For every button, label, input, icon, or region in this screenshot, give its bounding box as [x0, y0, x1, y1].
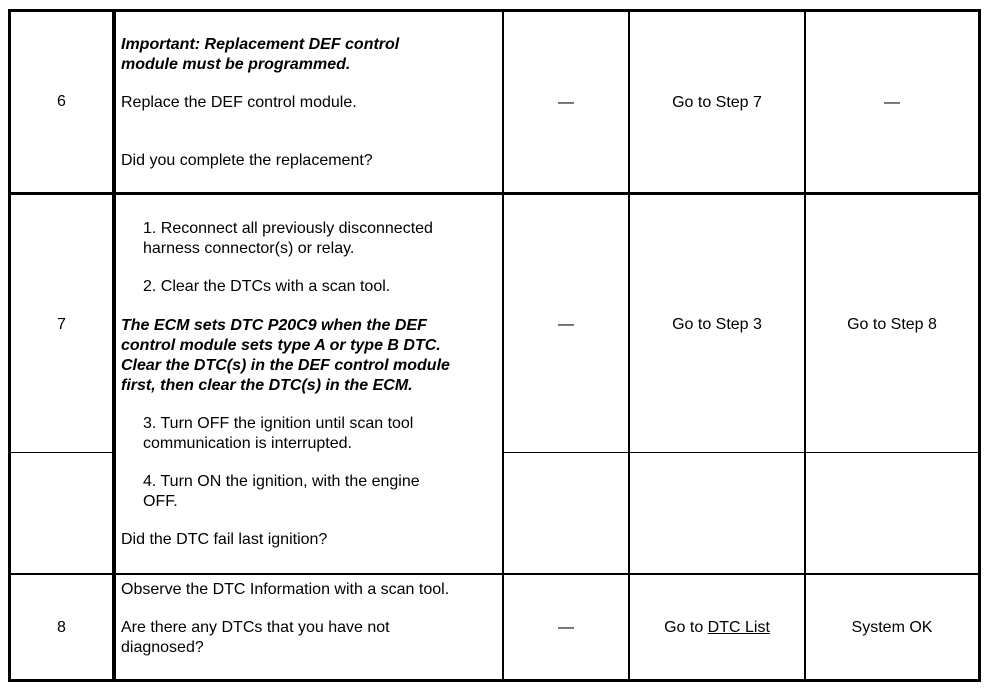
ecm-note: The ECM sets DTC P20C9 when the DEF: [121, 317, 427, 334]
yes-cell: [630, 618, 804, 638]
table-border-top: [8, 9, 981, 12]
values-cell: —: [558, 316, 574, 333]
values-cell: —: [558, 94, 574, 111]
action-text: Replace the DEF control module.: [121, 94, 357, 111]
question-text: Are there any DTCs that you have not: [121, 619, 390, 636]
question-text: Did you complete the replacement?: [121, 152, 373, 169]
no-cell: System OK: [851, 619, 933, 636]
no-cell: —: [884, 94, 900, 111]
no-cell: Go to Step 8: [847, 316, 937, 333]
step-number: 8: [57, 619, 66, 636]
row-divider: [503, 452, 981, 453]
list-item: 3. Turn OFF the ignition until scan tool: [143, 415, 414, 432]
step-number: 7: [57, 316, 66, 333]
dtc-list-link[interactable]: DTC List: [707, 619, 770, 636]
ecm-note: control module sets type A or type B DTC.: [121, 337, 441, 354]
row-divider: [8, 192, 981, 195]
action-text: Observe the DTC Information with a scan tool.: [121, 581, 450, 598]
list-item: harness connector(s) or relay.: [143, 240, 355, 257]
important-note: Important: Replacement DEF control: [121, 36, 400, 53]
yes-cell: Go to Step 7: [672, 94, 762, 111]
list-item: communication is interrupted.: [143, 435, 352, 452]
yes-prefix: Go to: [664, 619, 708, 636]
column-divider: [112, 9, 116, 682]
list-item: 2. Clear the DTCs with a scan tool.: [143, 278, 391, 295]
row-divider: [8, 452, 114, 453]
question-text: Did the DTC fail last ignition?: [121, 531, 328, 548]
table-border-bottom: [8, 679, 981, 682]
ecm-note: first, then clear the DTC(s) in the ECM.: [121, 377, 413, 394]
step-number: 6: [57, 93, 66, 110]
ecm-note: Clear the DTC(s) in the DEF control module: [121, 357, 450, 374]
list-item: OFF.: [143, 493, 178, 510]
question-text: diagnosed?: [121, 639, 204, 656]
row-divider: [8, 573, 981, 575]
list-item: 4. Turn ON the ignition, with the engine: [143, 473, 420, 490]
values-cell: —: [558, 619, 574, 636]
table-border-right: [978, 9, 981, 682]
important-note: module must be programmed.: [121, 56, 351, 73]
yes-cell: Go to Step 3: [672, 316, 762, 333]
list-item: 1. Reconnect all previously disconnected: [143, 220, 433, 237]
